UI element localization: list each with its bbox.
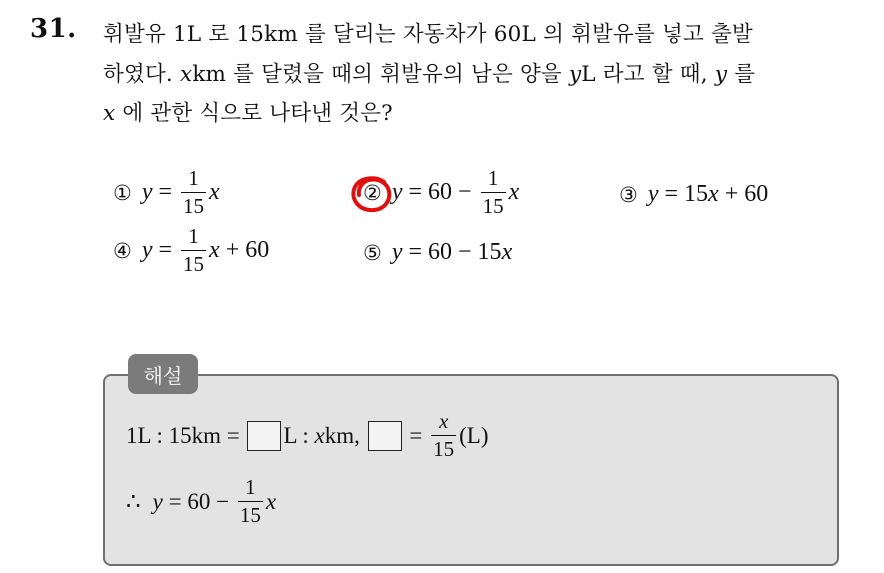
option-marker: ② [363, 180, 382, 205]
fraction: $\frac{x}{15}$ [433, 409, 455, 461]
fraction: $\frac{1}{15}$ [183, 224, 205, 276]
option-marker: ③ [619, 182, 638, 207]
question-text-line-2: 하였다. xkm 를 달렸을 때의 휘발유의 남은 양을 yL 라고 할 때, y 를 [103, 62, 756, 87]
solution-label: 해설 [128, 354, 198, 394]
option-3[interactable]: ③ y = 15 x + 60 [619, 181, 769, 207]
option-marker: ④ [113, 238, 132, 263]
fraction: $\frac{1}{15}$ [239, 475, 261, 527]
solution-box [103, 374, 839, 566]
solution-line-2: ∴ y = 60 − $\frac{1}{15}$ x [126, 475, 277, 527]
option-2[interactable]: ② y = 60 − $\frac{1}{15}$ x [363, 166, 520, 218]
answer-circle-mark [350, 174, 394, 214]
question-text-line-1: 휘발유 1L 로 15km 를 달리는 자동차가 60L 의 휘발유를 넣고 출발 [103, 22, 753, 47]
option-5[interactable]: ⑤ y = 60 − 15 x [363, 239, 513, 265]
solution-line-1: 1L : 15km = L : x km, = $\frac{x}{15}$ (L) [126, 409, 489, 461]
option-1[interactable]: ① y = $\frac{1}{15}$ x [113, 166, 220, 218]
blank-box [247, 421, 281, 451]
fraction: $\frac{1}{15}$ [482, 166, 504, 218]
blank-box [368, 421, 402, 451]
question-number: 31. [30, 14, 77, 44]
question-text-line-3: x 에 관한 식으로 나타낸 것은? [103, 101, 393, 126]
option-marker: ① [113, 180, 132, 205]
option-marker: ⑤ [363, 240, 382, 265]
option-4[interactable]: ④ y = $\frac{1}{15}$ x + 60 [113, 224, 270, 276]
fraction: $\frac{1}{15}$ [183, 166, 205, 218]
